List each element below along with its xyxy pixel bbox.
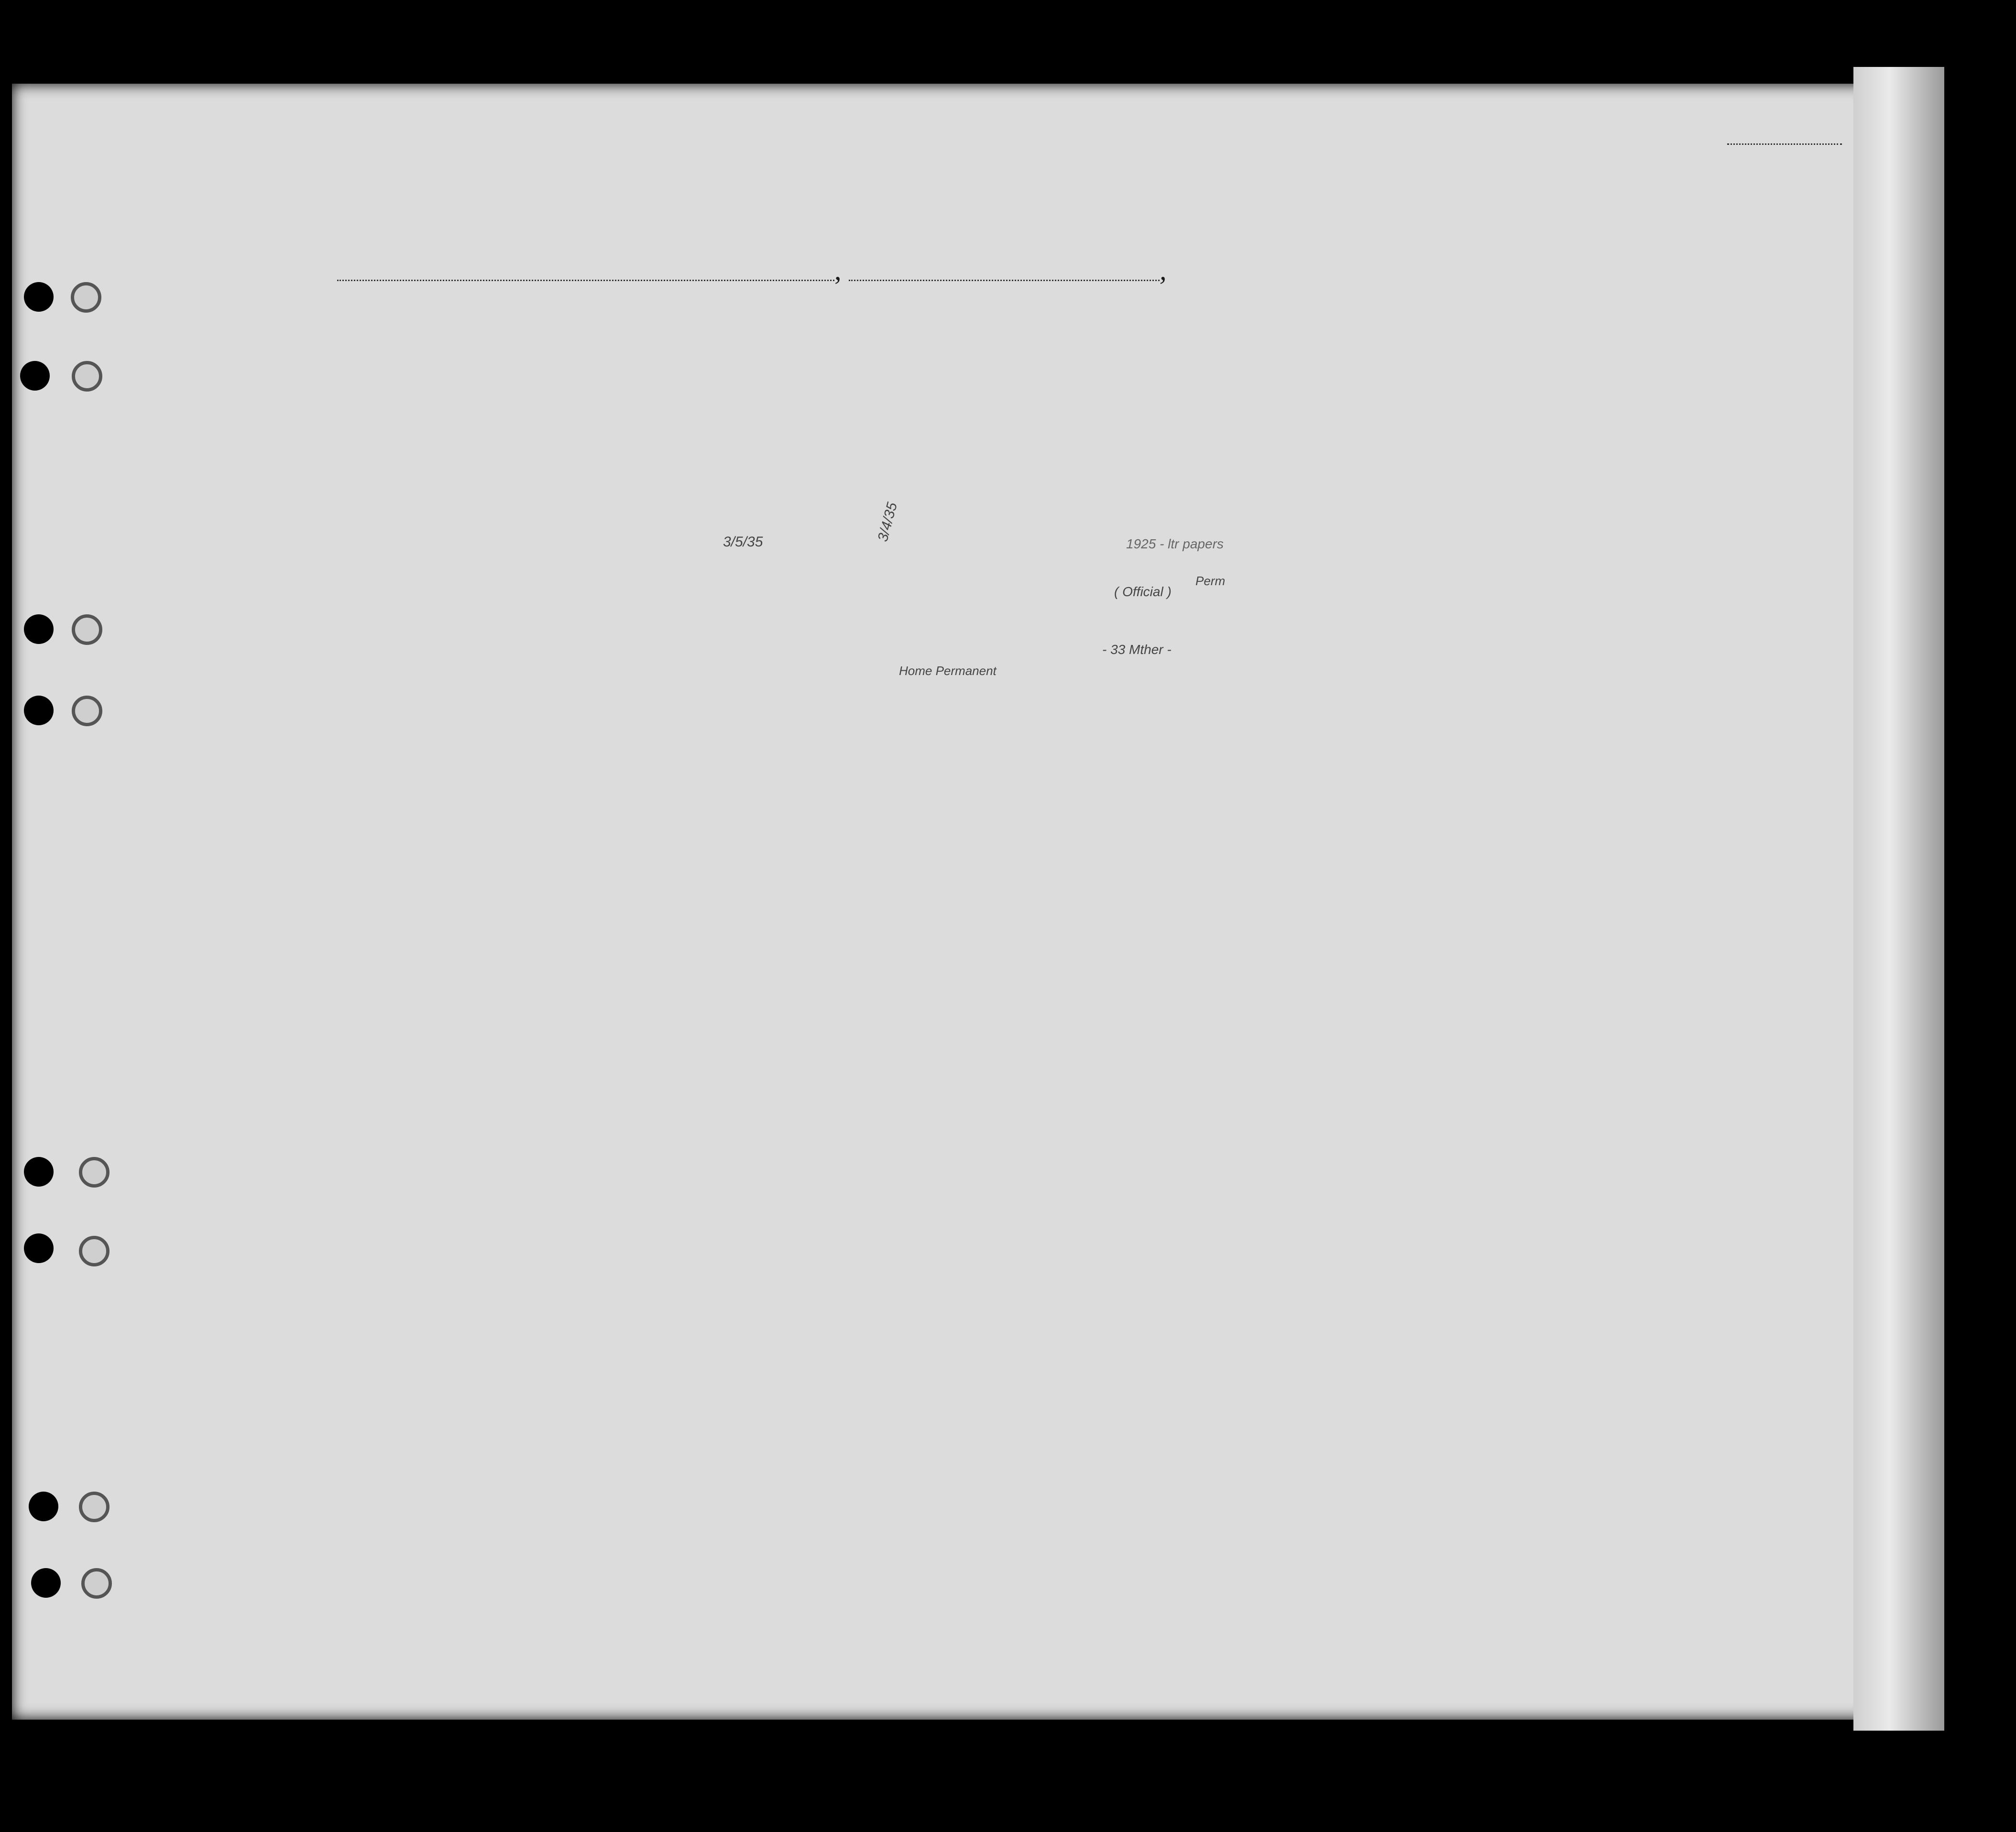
handwritten-annotation: ( Official ) <box>1114 584 1172 599</box>
handwritten-annotation: 1925 - ltr papers <box>1126 536 1224 551</box>
handwritten-mark: 3/5/35 <box>723 534 763 550</box>
handwritten-annotation: Home Permanent <box>899 664 997 678</box>
year-prefix: , <box>1160 255 1167 286</box>
handwritten-annotation: Perm <box>1195 574 1226 588</box>
handwritten-date: 3/4/35 <box>875 501 900 544</box>
comma: , <box>834 255 842 286</box>
handwritten-annotation: - 33 Mther - <box>1102 642 1172 657</box>
